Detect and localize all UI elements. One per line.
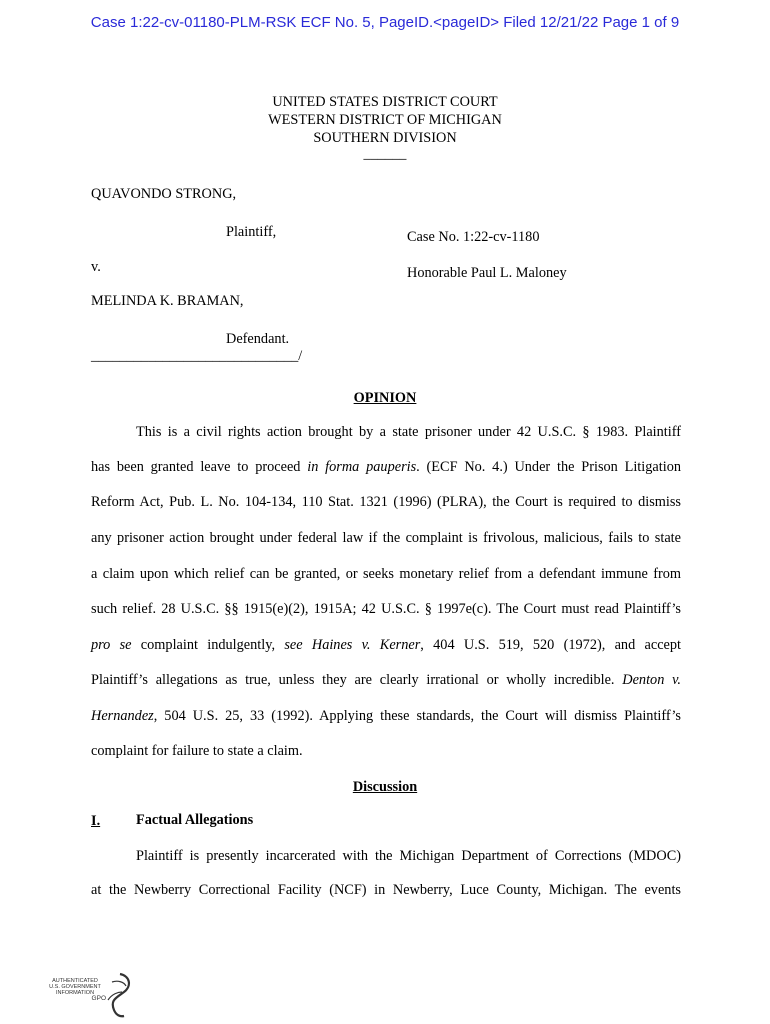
intro-line-5: a claim upon which relief can be granted, or seeks monetary relief from a defendant immune from	[91, 566, 681, 582]
intro-line-6: such relief. 28 U.S.C. §§ 1915(e)(2), 1915A; 42 U.S.C. § 1997e(c). The Court must read Plaintiff’s	[91, 601, 681, 617]
section-title: Factual Allegations	[136, 812, 254, 828]
case-number: Case No. 1:22-cv-1180	[407, 229, 540, 245]
italic-citation: see Haines v. Kerner	[284, 637, 421, 653]
gpo-text-4: GPO	[91, 995, 106, 1002]
defendant-name: MELINDA K. BRAMAN,	[91, 293, 244, 309]
intro-line-3: Reform Act, Pub. L. No. 104-134, 110 Stat. 1321 (1996) (PLRA), the Court is required to dismiss	[91, 494, 681, 510]
court-division: SOUTHERN DIVISION	[313, 130, 457, 146]
plaintiff-name: QUAVONDO STRONG,	[91, 186, 237, 202]
plaintiff-role: Plaintiff,	[226, 224, 277, 240]
gpo-eagle-icon	[102, 970, 134, 1020]
intro-line-10: complaint for failure to state a claim.	[91, 743, 303, 759]
intro-line-4: any prisoner action brought under federal law if the complaint is frivolous, malicious, fails to state	[91, 530, 681, 546]
intro-line-1: This is a civil rights action brought by a state prisoner under 42 U.S.C. § 1983. Plaintiff	[136, 424, 681, 440]
judge-name: Honorable Paul L. Maloney	[407, 265, 567, 281]
section-line-2: at the Newberry Correctional Facility (NCF) in Newberry, Luce County, Michigan. The events	[91, 882, 681, 898]
intro-line-9	[91, 708, 681, 725]
section-number: I.	[91, 813, 101, 829]
intro-line-8	[91, 672, 681, 689]
defendant-role: Defendant.	[226, 331, 290, 347]
court-name: UNITED STATES DISTRICT COURT	[272, 94, 498, 110]
gpo-authentication-logo	[44, 970, 134, 1020]
gpo-logo-text	[44, 978, 106, 1002]
court-district: WESTERN DISTRICT OF MICHIGAN	[268, 112, 502, 128]
caption-closing-line: _____________________________/	[91, 348, 303, 364]
text-span: has been granted leave to proceed	[91, 459, 308, 475]
gpo-text-2: U.S. GOVERNMENT	[49, 984, 101, 990]
text-span: , 504 U.S. 25, 33 (1992). Applying these standards, the Court will dismiss Plaintiff’s	[153, 708, 681, 724]
gpo-text-1: AUTHENTICATED	[52, 978, 98, 984]
heading-rule: ______	[363, 146, 407, 162]
italic-citation: Hernandez	[91, 708, 154, 724]
versus: v.	[91, 259, 101, 275]
text-span: , 404 U.S. 519, 520 (1972), and accept	[420, 637, 682, 653]
italic-term: in forma pauperis	[307, 459, 417, 475]
text-span: complaint indulgently,	[131, 637, 285, 653]
text-span: Plaintiff’s allegations as true, unless they are clearly irrational or wholly incredible.	[91, 672, 623, 688]
text-span: . (ECF No. 4.) Under the Prison Litigation	[416, 459, 681, 475]
italic-citation: Denton v.	[622, 672, 681, 688]
discussion-heading: Discussion	[352, 779, 418, 795]
section-line-1: Plaintiff is presently incarcerated with the Michigan Department of Corrections (MDOC)	[136, 848, 681, 864]
gpo-text-3: INFORMATION	[55, 990, 95, 996]
intro-line-2	[91, 459, 681, 476]
italic-term: pro se	[91, 637, 132, 653]
intro-line-7	[91, 637, 681, 654]
opinion-heading: OPINION	[353, 390, 417, 406]
ecf-header-stamp: Case 1:22-cv-01180-PLM-RSK ECF No. 5, PageID.<pageID> Filed 12/21/22 Page 1 of 9	[90, 14, 680, 31]
